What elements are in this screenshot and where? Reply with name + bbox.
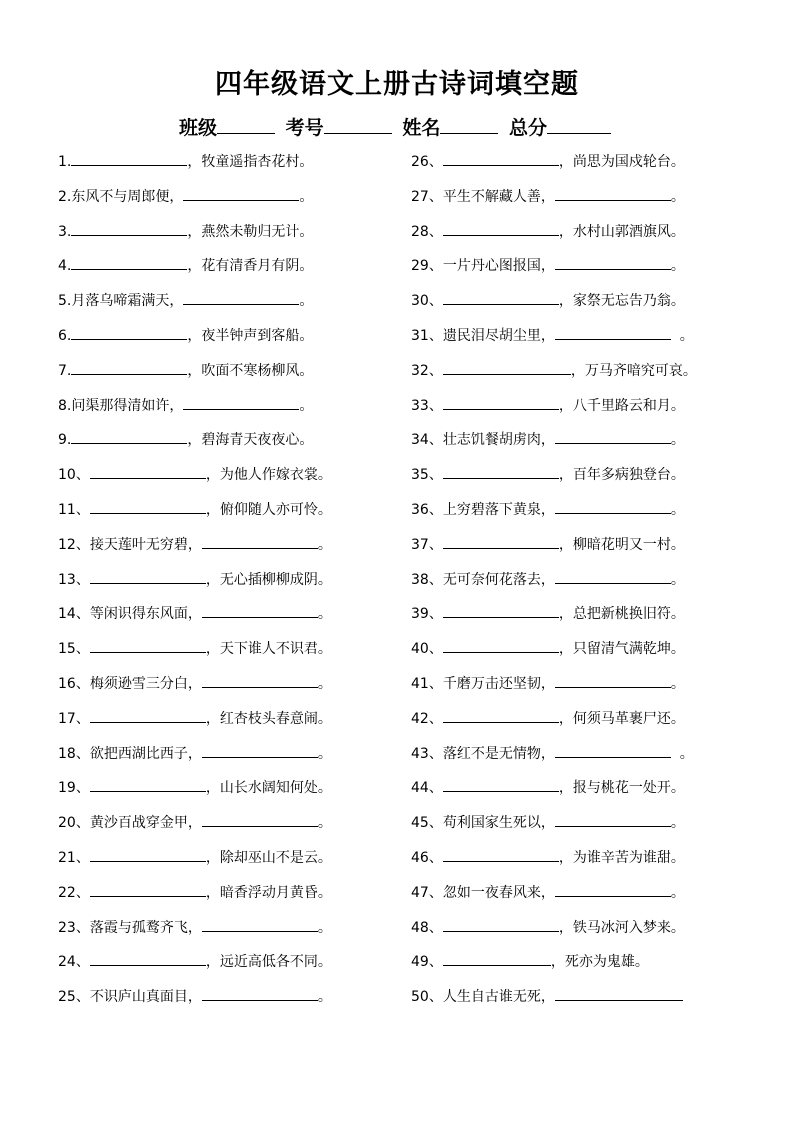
number-blank[interactable]	[324, 117, 392, 134]
question-item	[411, 395, 731, 430]
question-item	[58, 255, 398, 290]
poem-line-text: 。	[299, 188, 314, 205]
poem-line-text: ，水村山郭酒旗风。	[558, 223, 685, 240]
question-number: 19、	[58, 780, 90, 797]
question-number: 29、	[411, 258, 443, 275]
answer-blank[interactable]	[90, 777, 206, 792]
answer-blank[interactable]	[90, 569, 206, 584]
answer-blank[interactable]	[90, 499, 206, 514]
question-item	[411, 534, 731, 569]
answer-blank[interactable]	[90, 847, 206, 862]
question-item	[58, 464, 398, 499]
answer-blank[interactable]	[555, 186, 671, 201]
question-number: 35、	[411, 467, 443, 484]
answer-blank[interactable]	[202, 534, 318, 549]
question-number: 45、	[411, 815, 443, 832]
poem-line-text: 。	[317, 675, 332, 692]
poem-line-text: 上穷碧落下黄泉，	[442, 501, 555, 518]
poem-line-text: 。	[299, 293, 314, 310]
answer-blank[interactable]	[443, 708, 559, 723]
question-item	[411, 777, 731, 812]
answer-blank[interactable]	[71, 255, 187, 270]
question-number: 9.	[58, 432, 72, 449]
poem-line-text: 。	[670, 745, 694, 762]
poem-line-text: ，总把新桃换旧符。	[558, 606, 685, 623]
question-item	[58, 673, 398, 708]
answer-blank[interactable]	[443, 395, 559, 410]
number-label: 考号	[285, 117, 324, 139]
answer-blank[interactable]	[90, 882, 206, 897]
poem-line-text: 等闲识得东风面，	[89, 606, 202, 623]
poem-line-text: ，燕然未勒归无计。	[187, 223, 314, 240]
poem-line-text: ，为谁辛苦为谁甜。	[558, 849, 685, 866]
question-number: 14、	[58, 606, 90, 623]
poem-line-text: 忽如一夜春风来，	[442, 884, 555, 901]
poem-line-text: 壮志饥餐胡虏肉，	[442, 432, 555, 449]
question-item	[58, 569, 398, 604]
answer-blank[interactable]	[443, 951, 551, 966]
question-item	[411, 464, 731, 499]
answer-blank[interactable]	[183, 395, 299, 410]
poem-line-text: 一片丹心图报国，	[442, 258, 555, 275]
poem-line-text: 千磨万击还坚韧，	[442, 675, 555, 692]
poem-line-text: ，家祭无忘告乃翁。	[558, 293, 685, 310]
question-number: 8.	[58, 397, 72, 414]
question-number: 11、	[58, 501, 90, 518]
question-number: 43、	[411, 745, 443, 762]
answer-blank[interactable]	[555, 429, 671, 444]
question-number: 4.	[58, 258, 72, 275]
poem-line-text: 。	[317, 815, 332, 832]
class-label: 班级	[179, 117, 218, 139]
poem-line-text: 。	[670, 815, 685, 832]
answer-blank[interactable]	[443, 151, 559, 166]
poem-line-text: 。	[317, 919, 332, 936]
answer-blank[interactable]	[202, 812, 318, 827]
answer-blank[interactable]	[555, 743, 671, 758]
poem-line-text: ，吹面不寒杨柳风。	[187, 362, 314, 379]
question-item	[58, 290, 398, 325]
poem-line-text: 欲把西湖比西子，	[89, 745, 202, 762]
question-number: 7.	[58, 362, 72, 379]
poem-line-text: ，死亦为鬼雄。	[550, 954, 649, 971]
question-item	[411, 290, 731, 325]
question-item	[411, 986, 731, 1021]
question-number: 33、	[411, 397, 443, 414]
question-item	[58, 882, 398, 917]
question-item	[411, 255, 731, 290]
question-number: 36、	[411, 501, 443, 518]
question-item	[58, 812, 398, 847]
question-number: 10、	[58, 467, 90, 484]
question-item	[58, 917, 398, 952]
poem-line-text: 人生自古谁无死，	[442, 989, 555, 1006]
question-number: 21、	[58, 849, 90, 866]
question-number: 49、	[411, 954, 443, 971]
questions-right-column	[411, 151, 731, 1021]
question-item	[58, 395, 398, 430]
question-item	[411, 708, 731, 743]
question-number: 5.	[58, 293, 72, 310]
answer-blank[interactable]	[555, 673, 671, 688]
poem-line-text: 不识庐山真面目，	[89, 989, 202, 1006]
question-item	[58, 638, 398, 673]
answer-blank[interactable]	[71, 325, 187, 340]
question-number: 41、	[411, 675, 443, 692]
answer-blank[interactable]	[202, 743, 318, 758]
question-number: 16、	[58, 675, 90, 692]
poem-line-text: 黄沙百战穿金甲，	[89, 815, 202, 832]
answer-blank[interactable]	[443, 847, 559, 862]
poem-line-text: ，柳暗花明又一村。	[558, 536, 685, 553]
poem-line-text: 。	[670, 432, 685, 449]
poem-line-text: 。	[670, 258, 685, 275]
question-item	[411, 221, 731, 256]
poem-line-text: ，碧海青天夜夜心。	[187, 432, 314, 449]
worksheet-title: 四年级语文上册古诗词填空题	[215, 69, 579, 100]
question-number: 27、	[411, 188, 443, 205]
poem-line-text: ，天下谁人不识君。	[205, 641, 332, 658]
poem-line-text: ，山长水阔知何处。	[205, 780, 332, 797]
answer-blank[interactable]	[555, 812, 671, 827]
question-item	[58, 986, 398, 1021]
answer-blank[interactable]	[443, 638, 559, 653]
question-number: 3.	[58, 223, 72, 240]
question-number: 40、	[411, 641, 443, 658]
answer-blank[interactable]	[443, 290, 559, 305]
question-item	[58, 847, 398, 882]
question-number: 50、	[411, 989, 443, 1006]
questions-left-column	[58, 151, 398, 1021]
poem-line-text: 苟利国家生死以，	[442, 815, 555, 832]
question-item	[411, 499, 731, 534]
poem-line-text: 落霞与孤鹜齐飞，	[89, 919, 202, 936]
question-number: 6.	[58, 327, 72, 344]
answer-blank[interactable]	[555, 569, 671, 584]
question-item	[411, 325, 731, 360]
answer-blank[interactable]	[443, 777, 559, 792]
question-item	[411, 882, 731, 917]
poem-line-text: 。	[299, 397, 314, 414]
poem-line-text: 。	[670, 188, 685, 205]
score-blank[interactable]	[547, 117, 611, 134]
answer-blank[interactable]	[71, 429, 187, 444]
question-number: 39、	[411, 606, 443, 623]
question-item	[411, 812, 731, 847]
question-item	[58, 777, 398, 812]
answer-blank[interactable]	[443, 360, 571, 375]
question-number: 13、	[58, 571, 90, 588]
answer-blank[interactable]	[202, 603, 318, 618]
question-item	[58, 708, 398, 743]
question-item	[58, 325, 398, 360]
question-number: 38、	[411, 571, 443, 588]
poem-line-text: 。	[317, 606, 332, 623]
question-item	[411, 917, 731, 952]
question-item	[411, 847, 731, 882]
poem-line-text: 。	[670, 675, 685, 692]
question-item	[411, 186, 731, 221]
poem-line-text: ，百年多病独登台。	[558, 467, 685, 484]
question-item	[411, 360, 731, 395]
question-item	[58, 360, 398, 395]
class-blank[interactable]	[217, 117, 275, 134]
question-number: 34、	[411, 432, 443, 449]
poem-line-text: 遗民泪尽胡尘里，	[442, 327, 555, 344]
answer-blank[interactable]	[555, 499, 671, 514]
question-item	[411, 151, 731, 186]
answer-blank[interactable]	[555, 882, 671, 897]
poem-line-text: 。	[670, 501, 685, 518]
question-item	[411, 569, 731, 604]
answer-blank[interactable]	[90, 951, 206, 966]
answer-blank[interactable]	[443, 603, 559, 618]
question-number: 2.	[58, 188, 72, 205]
score-label: 总分	[508, 117, 547, 139]
question-item	[411, 673, 731, 708]
answer-blank[interactable]	[202, 917, 318, 932]
question-number: 26、	[411, 154, 443, 170]
question-item	[58, 429, 398, 464]
poem-line-text: ，远近高低各不同。	[205, 954, 332, 971]
poem-line-text: 接天莲叶无穷碧，	[89, 536, 202, 553]
poem-line-text: ，夜半钟声到客船。	[187, 327, 314, 344]
question-number: 1.	[58, 154, 72, 170]
answer-blank[interactable]	[555, 325, 671, 340]
question-item	[58, 743, 398, 778]
poem-line-text: 问渠那得清如许，	[71, 397, 184, 414]
answer-blank[interactable]	[202, 986, 318, 1001]
answer-blank[interactable]	[443, 464, 559, 479]
poem-line-text: 无可奈何花落去，	[442, 571, 555, 588]
question-number: 24、	[58, 954, 90, 971]
poem-line-text: ，何须马革裹尸还。	[558, 710, 685, 727]
question-item	[411, 951, 731, 986]
question-number: 12、	[58, 536, 90, 553]
poem-line-text: ，无心插柳柳成阴。	[205, 571, 332, 588]
question-item	[411, 743, 731, 778]
question-number: 22、	[58, 884, 90, 901]
question-item	[411, 429, 731, 464]
answer-blank[interactable]	[443, 917, 559, 932]
answer-blank[interactable]	[555, 986, 683, 1001]
answer-blank[interactable]	[183, 290, 299, 305]
poem-line-text: 。	[317, 536, 332, 553]
answer-blank[interactable]	[183, 186, 299, 201]
question-item	[58, 534, 398, 569]
question-number: 32、	[411, 362, 443, 379]
question-item	[411, 603, 731, 638]
poem-line-text: ，牧童遥指杏花村。	[187, 154, 314, 170]
poem-line-text: ，尚思为国戍轮台。	[558, 154, 685, 170]
question-number: 15、	[58, 641, 90, 658]
poem-line-text: ，红杏枝头春意闹。	[205, 710, 332, 727]
poem-line-text: 月落乌啼霜满天，	[71, 293, 184, 310]
answer-blank[interactable]	[71, 221, 187, 236]
question-number: 47、	[411, 884, 443, 901]
question-number: 17、	[58, 710, 90, 727]
question-item	[58, 186, 398, 221]
question-item	[58, 499, 398, 534]
question-number: 18、	[58, 745, 90, 762]
question-item	[58, 951, 398, 986]
question-number: 44、	[411, 780, 443, 797]
answer-blank[interactable]	[202, 673, 318, 688]
poem-line-text: 。	[317, 989, 332, 1006]
student-info-line	[0, 113, 794, 140]
poem-line-text: 落红不是无情物，	[442, 745, 555, 762]
poem-line-text: ，八千里路云和月。	[558, 397, 685, 414]
answer-blank[interactable]	[71, 360, 187, 375]
question-number: 48、	[411, 919, 443, 936]
poem-line-text: 。	[670, 571, 685, 588]
question-item	[58, 221, 398, 256]
poem-line-text: ，万马齐喑究可哀。	[570, 362, 697, 379]
question-number: 23、	[58, 919, 90, 936]
question-number: 20、	[58, 815, 90, 832]
question-number: 28、	[411, 223, 443, 240]
question-number: 37、	[411, 536, 443, 553]
answer-blank[interactable]	[90, 464, 206, 479]
name-blank[interactable]	[440, 117, 498, 134]
answer-blank[interactable]	[555, 255, 671, 270]
poem-line-text: 。	[317, 745, 332, 762]
question-item	[411, 638, 731, 673]
question-number: 46、	[411, 849, 443, 866]
answer-blank[interactable]	[90, 708, 206, 723]
question-item	[58, 151, 398, 186]
question-number: 42、	[411, 710, 443, 727]
question-number: 31、	[411, 327, 443, 344]
poem-line-text: ，为他人作嫁衣裳。	[205, 467, 332, 484]
poem-line-text: ，除却巫山不是云。	[205, 849, 332, 866]
poem-line-text: ，暗香浮动月黄昏。	[205, 884, 332, 901]
poem-line-text: ，报与桃花一处开。	[558, 780, 685, 797]
poem-line-text: 平生不解藏人善，	[442, 188, 555, 205]
poem-line-text: ，只留清气满乾坤。	[558, 641, 685, 658]
name-label: 姓名	[402, 117, 441, 139]
poem-line-text: 。	[670, 884, 685, 901]
answer-blank[interactable]	[443, 221, 559, 236]
poem-line-text: 。	[670, 327, 694, 344]
answer-blank[interactable]	[443, 534, 559, 549]
poem-line-text: 梅须逊雪三分白，	[89, 675, 202, 692]
question-item	[58, 603, 398, 638]
poem-line-text: ，俯仰随人亦可怜。	[205, 501, 332, 518]
poem-line-text: ，铁马冰河入梦来。	[558, 919, 685, 936]
question-number: 25、	[58, 989, 90, 1006]
answer-blank[interactable]	[71, 151, 187, 166]
answer-blank[interactable]	[90, 638, 206, 653]
poem-line-text: 东风不与周郎便，	[71, 188, 184, 205]
question-number: 30、	[411, 293, 443, 310]
poem-line-text: ，花有清香月有阴。	[187, 258, 314, 275]
